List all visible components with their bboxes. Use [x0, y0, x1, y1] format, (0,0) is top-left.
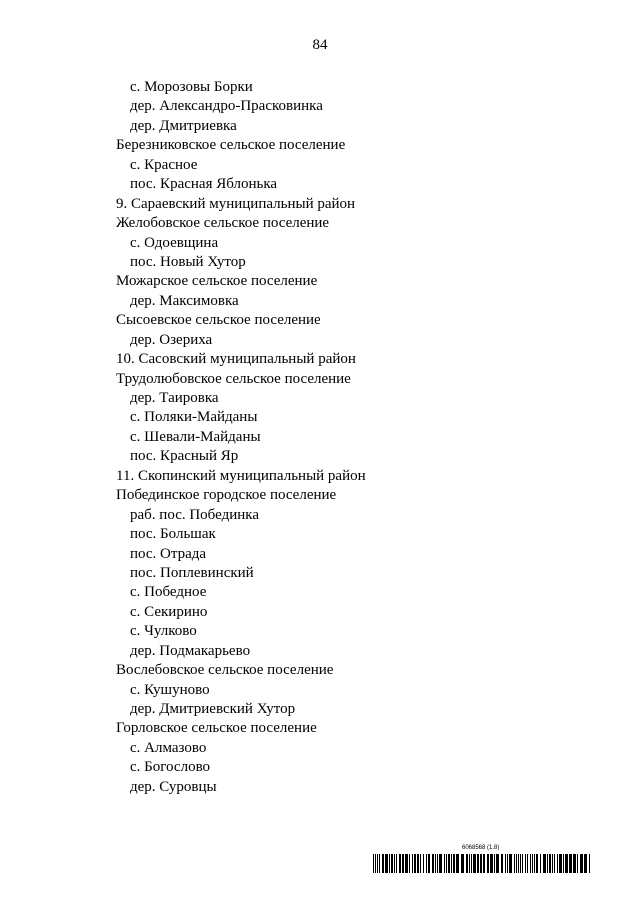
district-heading: 10. Сасовский муниципальный район [116, 351, 356, 368]
settlement-entry: с. Победное [130, 584, 207, 601]
settlement-list [116, 78, 366, 797]
settlement-entry: пос. Отрада [130, 545, 207, 562]
settlement-entry: дер. Максимовка [130, 292, 239, 309]
district-heading: Трудолюбовское сельское поселение [116, 370, 351, 387]
district-heading: 11. Скопинский муниципальный район [116, 467, 366, 484]
barcode-label: 6068568 (1.8) [462, 845, 500, 851]
settlement-entry: дер. Александро-Прасковинка [130, 98, 323, 115]
settlement-entry: дер. Озериха [130, 331, 213, 348]
settlement-entry: с. Чулково [130, 623, 197, 640]
district-heading: Сысоевское сельское поселение [116, 312, 321, 329]
settlement-entry: с. Алмазово [130, 739, 207, 756]
district-heading: Вослебовское сельское поселение [116, 662, 334, 679]
district-heading: Можарское сельское поселение [116, 273, 318, 290]
settlement-entry: дер. Дмитриевский Хутор [130, 701, 296, 717]
settlement-entry: с. Секирино [130, 603, 208, 620]
settlement-entry: с. Кушуново [130, 681, 210, 698]
settlement-entry: пос. Поплевинский [130, 564, 254, 581]
settlement-entry: с. Богослово [130, 759, 211, 776]
settlement-entry: пос. Большак [130, 526, 216, 543]
district-heading: Желобовское сельское поселение [116, 215, 330, 232]
page-number: 84 [312, 37, 328, 53]
settlement-entry: дер. Дмитриевка [130, 117, 237, 134]
settlement-entry: с. Красное [130, 156, 198, 173]
settlement-entry: с. Шевали-Майданы [130, 428, 261, 445]
district-heading: Березниковское сельское поселение [116, 137, 346, 154]
district-heading: 9. Сараевский муниципальный район [116, 195, 356, 212]
settlement-entry: дер. Подмакарьево [130, 642, 251, 659]
district-heading: Побединское городское поселение [116, 487, 337, 504]
barcode-image [373, 854, 590, 873]
settlement-entry: с. Морозовы Борки [130, 79, 253, 95]
settlement-entry: с. Одоевщина [130, 234, 219, 251]
settlement-entry: с. Поляки-Майданы [130, 409, 258, 426]
district-heading: Горловское сельское поселение [116, 720, 317, 737]
settlement-entry: дер. Суровцы [130, 778, 217, 795]
settlement-entry: пос. Новый Хутор [130, 253, 246, 270]
settlement-entry: раб. пос. Побединка [130, 506, 259, 523]
settlement-entry: пос. Красная Яблонька [130, 176, 278, 193]
settlement-entry: пос. Красный Яр [130, 448, 239, 465]
settlement-entry: дер. Таировка [130, 390, 219, 406]
